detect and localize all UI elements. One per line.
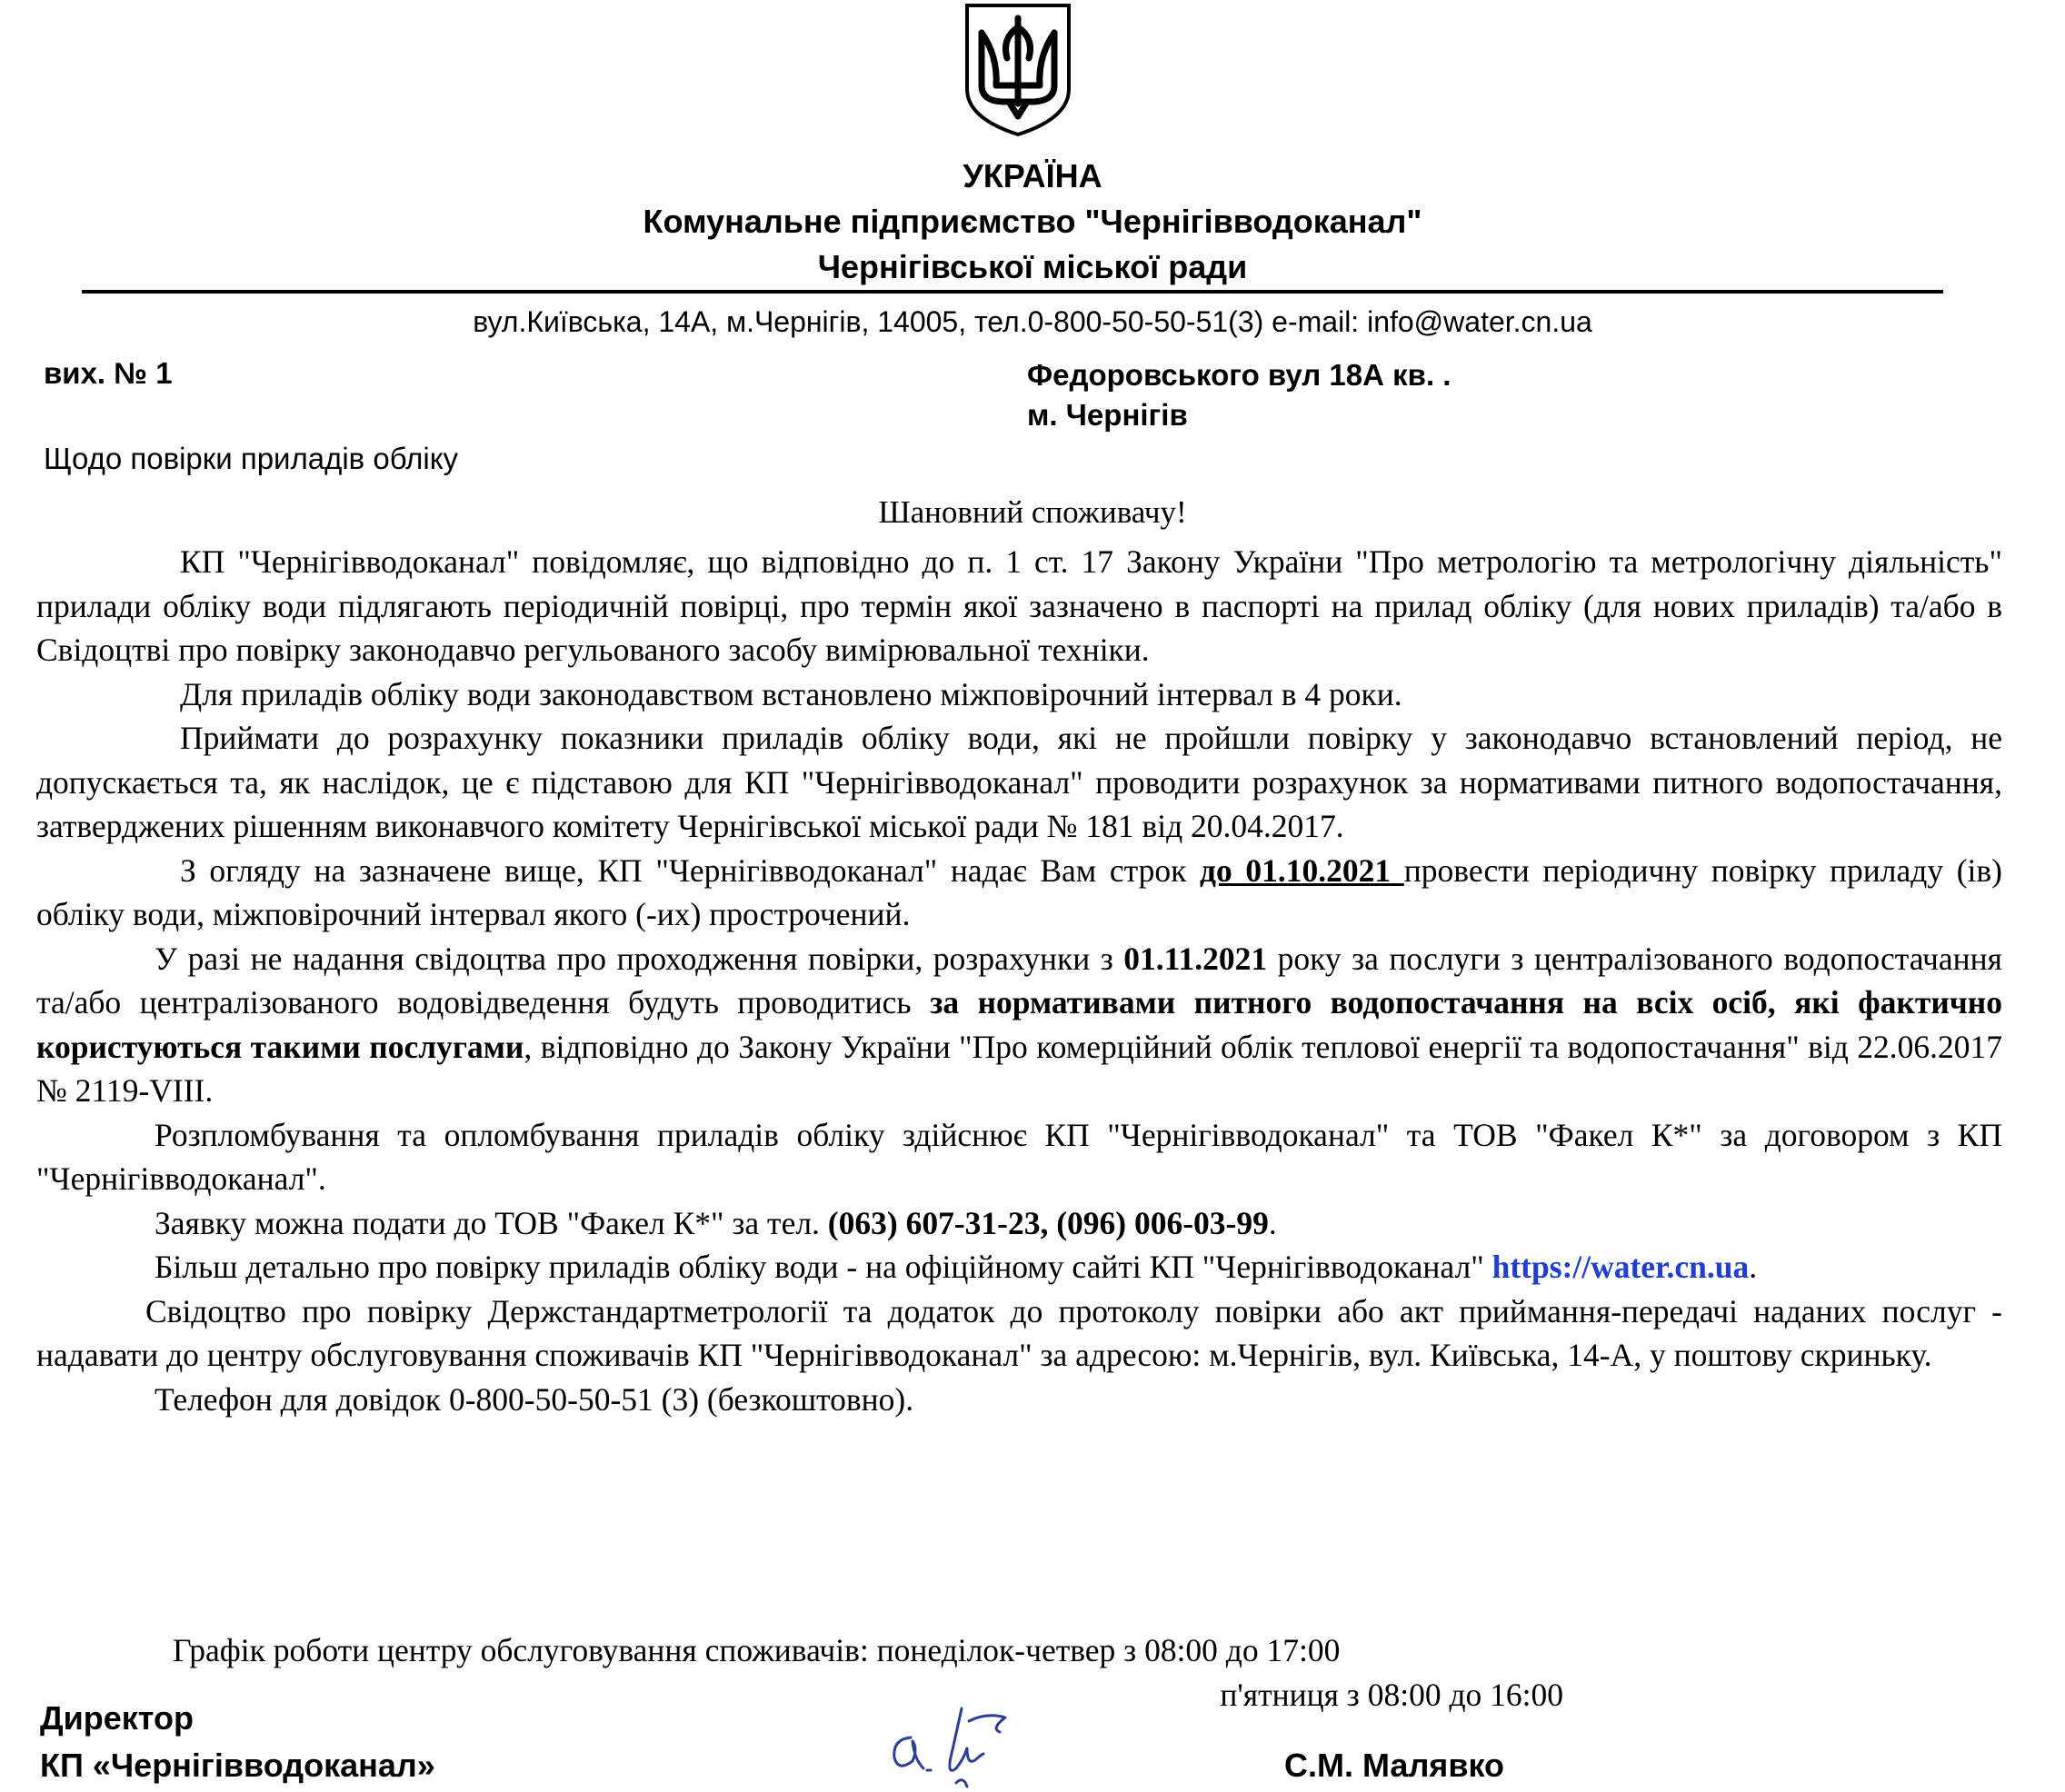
salutation: Шановний споживачу! [878,494,1187,530]
paragraph-sealing: Розпломбування та опломбування приладів обліку здійснює КП "Чернігівводоканал" та ТОВ "Факел К*" за договором з КП "Чернігівводоканал". [36,1116,2002,1197]
paragraph-norms: Приймати до розрахунку показники приладів обліку води, які не пройшли повірку у законодавчо встановлений період, не допускається та, як наслідок, це є підставою для КП "Чернігівводоканал" проводити розрахунок за нормативами питного водопостачання, затверджених рішенням виконавчого комітету Чернігівської міської ради № 181 від 20.04.2017. [36,720,2002,844]
consequences-text-b: року за послуги з централізованого водопостачання та/або централізованого водовідведення будуть проводитись [36,940,2002,1020]
paragraph-certificate: Свідоцтво про повірку Держстандартметрології та додаток до протоколу повірки або акт приймання-передачі наданих послуг - надавати до центру обслуговування споживачів КП "Чернігівводоканал" за адресою: м.Чернігів, вул. Київська, 14-А, у поштову скриньку. [36,1292,2002,1373]
header-divider [82,290,1943,294]
trident-coat-of-arms-icon [962,2,1074,136]
paragraph-phone: Телефон для довідок 0-800-50-50-51 (3) (безкоштовно). [155,1380,914,1418]
paragraph-application [36,1201,2002,1246]
deadline-text-a: З огляду на зазначене вище, КП "Чернігівводоканал" надає Вам строк [180,851,1200,889]
handwritten-signature-icon [873,1692,1036,1792]
consequences-text-a: У разі не надання свідоцтва про проходження повірки, розрахунки з [155,940,1124,977]
signatory-name: С.М. Малявко [1284,1747,1504,1784]
letter-body [36,540,2002,1421]
paragraph-consequences [36,937,2002,1113]
outgoing-number: вих. № 1 [44,356,173,390]
application-phones: (063) 607-31-23, (096) 006-03-99 [827,1204,1269,1241]
schedule-friday: п'ятниця з 08:00 до 16:00 [1220,1676,1563,1713]
paragraph-website [36,1245,2002,1289]
organization-name: Комунальне підприємство "Чернігівводоканал" [643,203,1422,240]
signatory-title: Директор [40,1699,194,1737]
paragraph-metrology-law: КП "Чернігівводоканал" повідомляє, що відповідно до п. 1 ст. 17 Закону України "Про метрологію та метрологічну діяльність" прилади обліку води підлягають періодичній повірці, про термін якої зазначено в паспорті на прилад обліку (для нових приладів) та/або в Свідоцтві про повірку законодавчо регульованого засобу вимірювальної техніки. [36,543,2002,668]
recipient-city: м. Чернігів [1027,398,1188,432]
contact-line: вул.Київська, 14А, м.Чернігів, 14005, тел.0-800-50-50-51(3) e-mail: info@water.cn.ua [473,305,1592,338]
consequences-text-c: , відповідно до Закону України "Про комерційний облік теплової енергії та водопостачання" від 22.06.2017 № 2119-VIII. [36,1028,2002,1109]
deadline-text-b: провести періодичну повірку приладу (ів) обліку води, міжповірочний інтервал якого (-их) прострочений. [36,851,2002,932]
deadline-date: до 01.10.2021 [1200,851,1404,889]
country-title: УКРАЇНА [963,157,1102,194]
application-text: Заявку можна подати до ТОВ "Факел К*" за тел. [155,1204,828,1241]
website-end: . [1749,1249,1758,1285]
signatory-organization: КП «Чернігівводоканал» [40,1747,435,1784]
website-text: Більш детально про повірку приладів обліку води - на офіційному сайті КП "Чернігівводоканал" [155,1249,1492,1285]
consequences-bold: за нормативами питного водопостачання на всіх осіб, які фактично користуються такими послугами [36,984,2002,1065]
organization-council: Чернігівської міської ради [817,248,1248,285]
paragraph-deadline [36,849,2002,937]
schedule [36,1628,1563,1717]
schedule-weekdays: Графік роботи центру обслуговування споживачів: понеділок-четвер з 08:00 до 17:00 [173,1632,1341,1668]
recipient-address: Федоровського вул 18А кв. . [1027,358,1451,392]
application-end: . [1268,1204,1277,1241]
letter-subject: Щодо повірки приладів обліку [44,442,459,475]
website-link[interactable]: https://water.cn.ua [1491,1249,1750,1285]
paragraph-interval: Для приладів обліку води законодавством встановлено міжповірочний інтервал в 4 роки. [180,675,1402,712]
consequences-date: 01.11.2021 [1123,940,1268,977]
